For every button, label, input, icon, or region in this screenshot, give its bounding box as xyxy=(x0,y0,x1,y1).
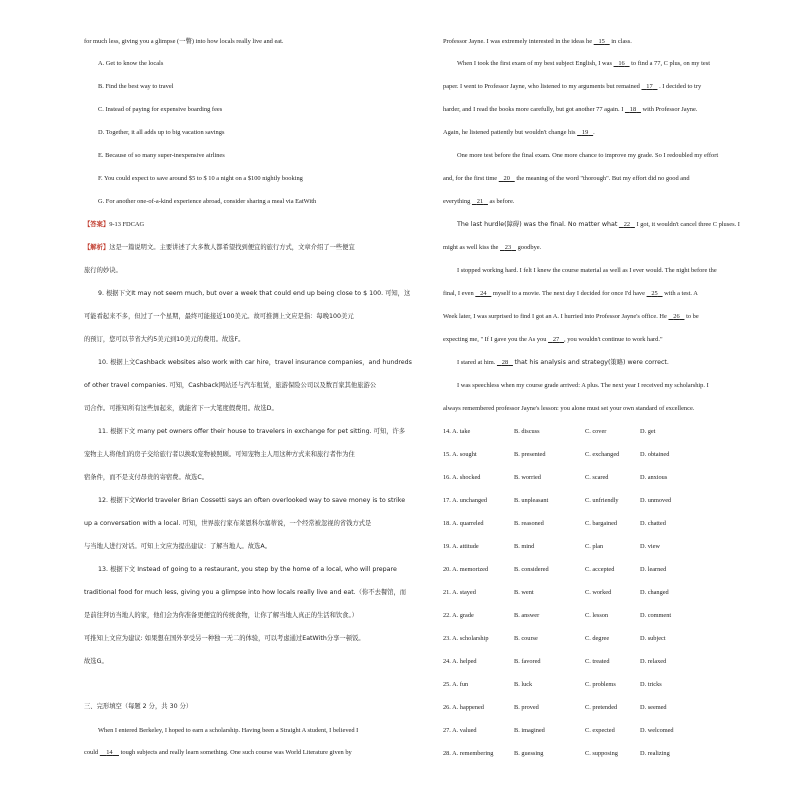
choice-20-c: C. accepted xyxy=(585,566,615,573)
choice-24-c: C. treated xyxy=(585,658,610,665)
choice-17-d: D. unmoved xyxy=(640,497,672,504)
story-line-16: expecting me, " If I gave you the As you 27 , you wouldn't continue to work hard." xyxy=(443,336,663,343)
choice-19-a: 19. A. attitude xyxy=(443,543,479,550)
choice-15-a: 15. A. sought xyxy=(443,451,477,458)
choice-24-a: 24. A. helped xyxy=(443,658,477,665)
choice-22-d: D. comment xyxy=(640,612,672,619)
choice-27-b: B. imagined xyxy=(514,727,545,734)
choice-26-b: B. proved xyxy=(514,704,539,711)
choice-28-a: 28. A. remembering xyxy=(443,750,494,757)
choice-23-d: D. subject xyxy=(640,635,666,642)
choice-17-c: C. unfriendly xyxy=(585,497,619,504)
choice-18-b: B. reasoned xyxy=(514,520,544,527)
choice-19-c: C. plan xyxy=(585,543,604,550)
q10-line-2: of other travel companies. 可知，Cashback网站还与汽车租赁，旅游保险公司以及数百家其他旅游公 xyxy=(84,382,377,389)
story-line-1: When I entered Berkeley, I hoped to earn a scholarship. Having been a Straight A student, I believed I xyxy=(98,727,359,734)
choice-25-c: C. problems xyxy=(585,681,616,688)
story-line-18: I was speechless when my course grade arrived: A plus. The next year I received my scholarship. I xyxy=(457,382,709,389)
q13-line-4: 可推知上文应为建议: 如果想在国外享受另一种独一无二的体验，可以考虑通过EatWith分享一顿饭。 xyxy=(84,635,365,642)
story-line-14: final, I even 24 myself to a movie. The next day I decided for once I'd have 25 with a test. A xyxy=(443,290,698,297)
story-line-15: Week later, I was surprised to find I got an A. I hurried into Professor Jayne's office. He 26 to be xyxy=(443,313,699,320)
choice-14-c: C. cover xyxy=(585,428,607,435)
option-f: F. You could expect to save around $5 to $ 10 a night on a $100 nightly booking xyxy=(98,175,303,182)
choice-16-d: D. anxious xyxy=(640,474,668,481)
q9-line-2: 可能看起来不多，但过了一个星期，最终可能接近100美元。故可推测上文应是指：每晚100美元 xyxy=(84,313,354,320)
choice-26-c: C. pretended xyxy=(585,704,618,711)
story-line-9: and, for the first time 20 the meaning of the word "thorough". But my effort did no good and xyxy=(443,175,690,182)
choice-14-d: D. get xyxy=(640,428,656,435)
option-c: C. Instead of paying for expensive boarding fees xyxy=(98,106,223,113)
choice-23-b: B. course xyxy=(514,635,538,642)
q10-line-1: 10. 根据上文Cashback websites also work with car hire，travel insurance companies，and hundreds xyxy=(98,359,412,366)
section-title: 三、完形填空（每题 2 分，共 30 分） xyxy=(84,703,193,710)
q11-line-3: 宿条件，而不是支付昂贵的寄宿费。故选C。 xyxy=(84,474,209,481)
choice-26-a: 26. A. happened xyxy=(443,704,484,711)
blank-22: 22 xyxy=(623,221,631,228)
q9-line-1: 9. 根据下文It may not seem much, but over a week that could end up being close to $ 100. 可知，这 xyxy=(98,290,411,297)
answer-line xyxy=(84,221,144,229)
choice-18-a: 18. A. quarreled xyxy=(443,520,484,527)
choice-20-b: B. considered xyxy=(514,566,549,573)
choice-23-c: C. degree xyxy=(585,635,610,642)
analysis-label: 【解析】 xyxy=(84,244,110,251)
choice-21-a: 21. A. stayed xyxy=(443,589,476,596)
option-a: A. Get to know the locals xyxy=(98,60,164,67)
q13-line-1: 13. 根据下文 Instead of going to a restaurant, you step by the home of a local, who will prepare xyxy=(98,566,397,573)
answer-value: 9-13 FDCAG xyxy=(109,221,145,228)
blank-17: 17 xyxy=(646,83,653,90)
story-line-7: Again, he listened patiently but wouldn't change his 19 . xyxy=(443,129,595,136)
blank-19: 19 xyxy=(581,129,589,136)
passage-tail: for much less, giving you a glimpse (一瞥) into how locals really live and eat. xyxy=(84,38,284,45)
story-line-2: could 14 tough subjects and really learn something. One such course was World Literature given by xyxy=(84,749,352,756)
q10-line-3: 司合作。可推知所有这些加起来，就能省下一大笔度假费用。故选D。 xyxy=(84,405,278,412)
option-b: B. Find the best way to travel xyxy=(98,83,174,90)
blank-16: 16 xyxy=(618,60,625,67)
blank-14: 14 xyxy=(106,749,113,756)
story-line-5: paper. I went to Professor Jayne, who listened to my arguments but remained 17 . I decided to try xyxy=(443,83,702,90)
choice-19-b: B. mind xyxy=(514,543,535,550)
q11-line-1: 11. 根据下文 many pet owners offer their house to travelers in exchange for pet sitting. 可知，许多 xyxy=(98,428,406,435)
blank-27: 27 xyxy=(552,336,560,343)
choice-15-b: B. presented xyxy=(514,451,546,458)
answer-label: 【答案】 xyxy=(84,221,110,228)
choice-15-d: D. obtained xyxy=(640,451,670,458)
choice-22-c: C. lesson xyxy=(585,612,609,619)
story-line-10: everything 21 as before. xyxy=(443,198,515,205)
choice-16-c: C. scared xyxy=(585,474,609,481)
choice-21-c: C. worked xyxy=(585,589,612,596)
q9-line-3: 的预订，您可以节省大约5美元到10美元的费用。故选F。 xyxy=(84,336,245,343)
option-g: G. For another one-of-a-kind experience abroad, consider sharing a meal via EatWith xyxy=(98,198,317,205)
choice-20-d: D. learned xyxy=(640,566,667,573)
choice-23-a: 23. A. scholarship xyxy=(443,635,489,642)
q13-line-5: 故选G。 xyxy=(84,658,108,665)
choice-21-b: B. went xyxy=(514,589,534,596)
q13-line-2: traditional food for much less, giving you a glimpse into how locals really live and eat.（你不去餐馆，而 xyxy=(84,589,407,596)
q12-line-2: up a conversation with a local. 可知，世界旅行家布莱恩科尔塞蒂说，一个经常被忽视的省钱方式是 xyxy=(84,520,372,527)
option-e: E. Because of so many super-inexpensive airlines xyxy=(98,152,225,159)
choice-18-c: C. bargained xyxy=(585,520,618,527)
choice-27-a: 27. A. valued xyxy=(443,727,477,734)
choice-27-d: D. welcomed xyxy=(640,727,674,734)
blank-24: 24 xyxy=(480,290,487,297)
story-line-3: Professor Jayne. I was extremely interested in the ideas he 15 in class. xyxy=(443,38,632,45)
choice-17-b: B. unpleasant xyxy=(514,497,549,504)
story-line-12: might as well kiss the 23 goodbye. xyxy=(443,244,542,251)
blank-20: 20 xyxy=(503,175,510,182)
blank-21: 21 xyxy=(476,198,484,205)
choice-18-d: D. chatted xyxy=(640,520,666,527)
story-line-13: I stopped working hard. I felt I knew the course material as well as I ever would. The night before the xyxy=(457,267,717,274)
choice-26-d: D. seemed xyxy=(640,704,667,711)
option-d: D. Together, it all adds up to big vacation savings xyxy=(98,129,225,136)
choice-14-a: 14. A. take xyxy=(443,428,471,435)
choice-22-b: B. answer xyxy=(514,612,540,619)
choice-22-a: 22. A. grade xyxy=(443,612,474,619)
choice-16-a: 16. A. shocked xyxy=(443,474,481,481)
blank-25: 25 xyxy=(651,290,658,297)
choice-25-a: 25. A. fun xyxy=(443,681,469,688)
story-line-8: One more test before the final exam. One more chance to improve my grade. So I redoubled my effort xyxy=(457,152,719,159)
choice-15-c: C. exchanged xyxy=(585,451,620,458)
q12-line-3: 与当地人进行对话。可知上文应为提出建议：了解当地人。故选A。 xyxy=(84,543,271,550)
choice-24-d: D. relaxed xyxy=(640,658,667,665)
choice-21-d: D. changed xyxy=(640,589,669,596)
story-line-4: When I took the first exam of my best subject English, I was 16 to find a 77, C plus, on my test xyxy=(457,60,710,67)
blank-28: 28 xyxy=(501,359,509,366)
choice-16-b: B. worried xyxy=(514,474,541,481)
choice-28-d: D. realizing xyxy=(640,750,670,757)
blank-18: 18 xyxy=(629,106,637,113)
blank-15: 15 xyxy=(598,38,605,45)
choice-28-c: C. supposing xyxy=(585,750,618,757)
story-line-6: harder, and I read the books more carefully, but got another 77 again. I 18 with Professor Jayne. xyxy=(443,106,698,113)
q11-line-2: 宠物主人将他们的房子交给旅行者以换取宠物被照顾。可知宠物主人用这种方式来和旅行者作为住 xyxy=(84,451,355,458)
choice-19-d: D. view xyxy=(640,543,660,550)
q13-line-3: 是前往拜访当地人的家，他们会为你准备更便宜的传统食物，让你了解当地人真正的生活和饮食。） xyxy=(84,612,358,619)
analysis-line-2: 旅行的妙诀。 xyxy=(84,267,122,274)
choice-20-a: 20. A. memorized xyxy=(443,566,489,573)
choice-24-b: B. favored xyxy=(514,658,541,665)
blank-26: 26 xyxy=(673,313,680,320)
blank-23: 23 xyxy=(504,244,512,251)
choice-25-d: D. tricks xyxy=(640,681,662,688)
choice-25-b: B. luck xyxy=(514,681,533,688)
choice-17-a: 17. A. unchanged xyxy=(443,497,488,504)
choice-28-b: B. guessing xyxy=(514,750,544,757)
choice-27-c: C. expected xyxy=(585,727,615,734)
choice-14-b: B. discuss xyxy=(514,428,540,435)
q12-line-1: 12. 根据下文World traveler Brian Cossetti says an often overlooked way to save money is to strike xyxy=(98,497,406,504)
story-line-19: always remembered professor Jayne's lesson: you alone must set your own standard of excellence. xyxy=(443,405,695,412)
story-line-17: I stared at him. 28 that his analysis and strategy(策略) were correct. xyxy=(457,359,669,366)
story-line-11: The last hurdle(障碍) was the final. No matter what 22 I got, it wouldn't cancel three C pluses. I xyxy=(457,221,740,228)
analysis-line-1: 【解析】这是一篇说明文。主要讲述了大多数人都希望找到便宜的旅行方式，文章介绍了一些便宜 xyxy=(84,244,355,251)
